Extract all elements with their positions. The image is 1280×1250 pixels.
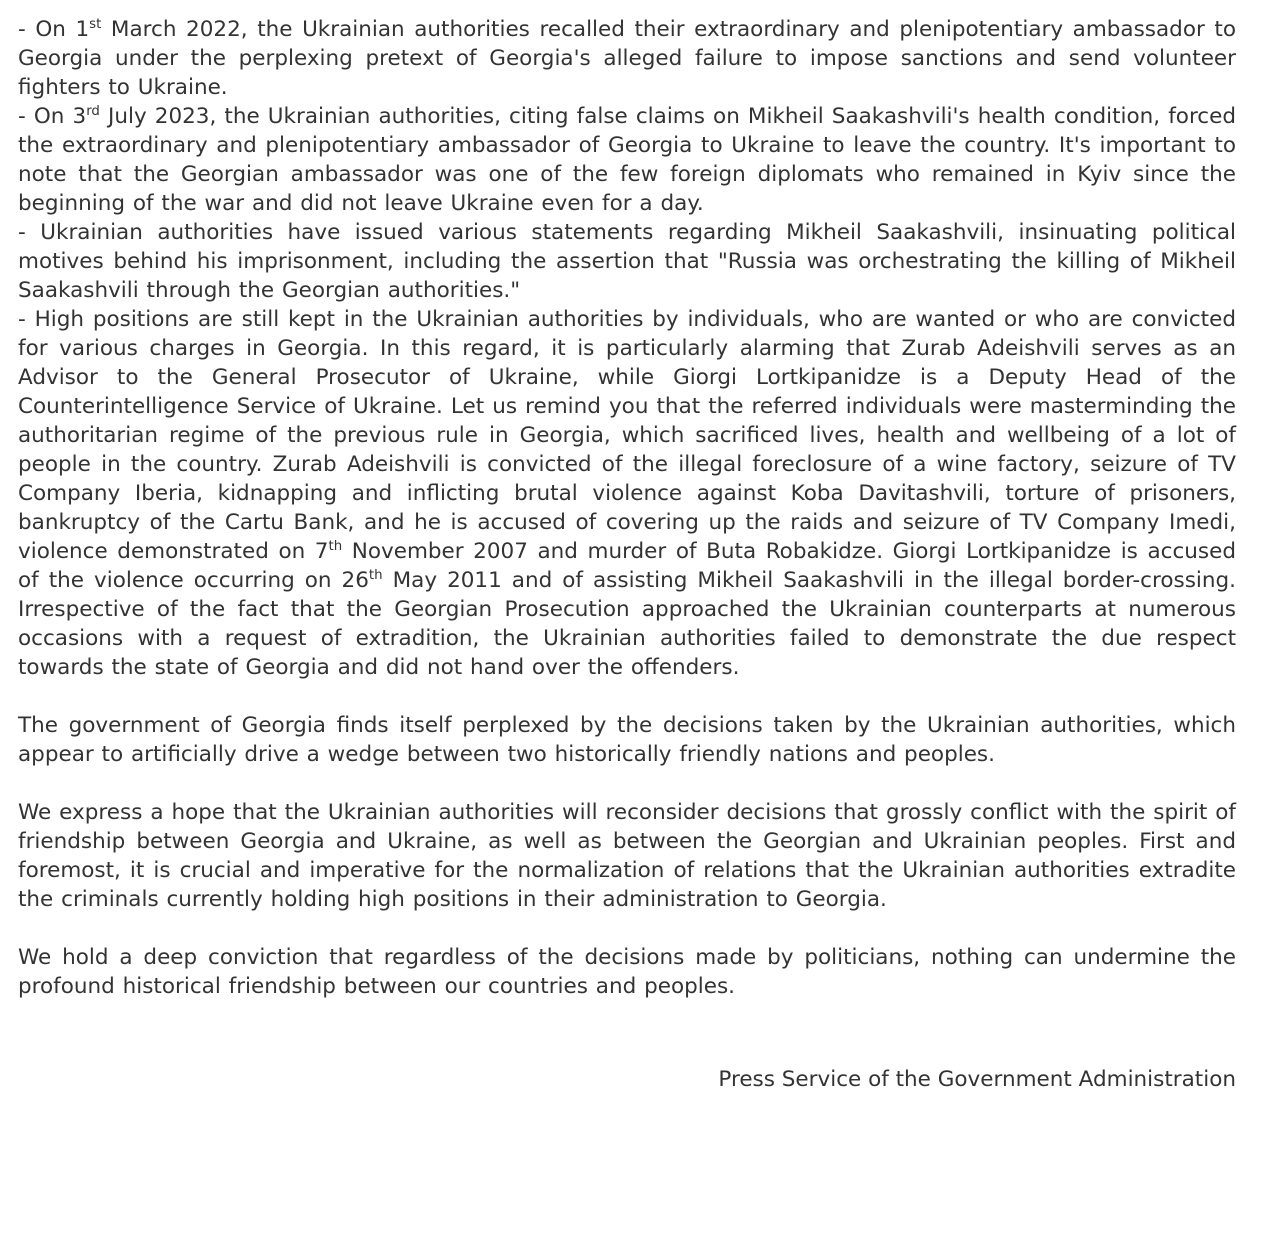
statement-item-4: - High positions are still kept in the Ukrainian authorities by individuals, who are wanted or who are convicted for various charges in Georgia. In this regard, it is particularly alarming that Zurab Adeishvili serves as an Advisor to the General Prosecutor of Ukraine, while Giorgi Lortkipanidze is a Deputy Head of the Counterintelligence Service of Ukraine. Let us remind you that the referred individuals were masterminding the authoritarian regime of the previous rule in Georgia, which sacrificed lives, health and wellbeing of a lot of people in the country. Zurab Adeishvili is convicted of the illegal foreclosure of a wine factory, seizure of TV Company Iberia, kidnapping and inflicting brutal violence against Koba Davitashvili, torture of prisoners, bankruptcy of the Cartu Bank, and he is accused of covering up the raids and seizure of TV Company Imedi, violence demonstrated on 7th November 2007 and murder of Buta Robakidze. Giorgi Lortkipanidze is accused of the violence occurring on 26th May 2011 and of assisting Mikheil Saakashvili in the illegal border-crossing. Irrespective of the fact that the Georgian Prosecution approached the Ukrainian counterparts at numerous occasions with a request of extradition, the Ukrainian authorities failed to demonstrate the due respect towards the state of Georgia and did not hand over the offenders. xyxy=(18,307,1236,680)
press-service-signature: Press Service of the Government Administration xyxy=(718,1067,1236,1092)
ordinal-superscript: rd xyxy=(86,103,100,119)
statement-item-2: - On 3rd July 2023, the Ukrainian authorities, citing false claims on Mikheil Saakashvili's health condition, forced the extraordinary and plenipotentiary ambassador of Georgia to Ukraine to leave the country. It's important to note that the Georgian ambassador was one of the few foreign diplomats who remained in Kyiv since the beginning of the war and did not leave Ukraine even for a day. xyxy=(18,103,1237,216)
ordinal-superscript: th xyxy=(368,567,383,583)
paragraph-express-hope: We express a hope that the Ukrainian authorities will reconsider decisions that grossly conflict with the spirit of friendship between Georgia and Ukraine, as well as between the Georgian and Ukrainian peoples. First and foremost, it is crucial and imperative for the normalization of relations that the Ukrainian authorities extradite the criminals currently holding high positions in their administration to Georgia. xyxy=(18,800,1236,912)
ordinal-superscript: st xyxy=(89,16,102,32)
statement-paragraphs xyxy=(18,15,1236,1001)
paragraph-deep-conviction: We hold a deep conviction that regardless of the decisions made by politicians, nothing can undermine the profound historical friendship between our countries and peoples. xyxy=(18,945,1236,999)
ordinal-superscript: th xyxy=(328,538,343,554)
statement-item-3: - Ukrainian authorities have issued various statements regarding Mikheil Saakashvili, insinuating political motives behind his imprisonment, including the assertion that "Russia was orchestrating the killing of Mikheil Saakashvili through the Georgian authorities." xyxy=(18,220,1236,303)
paragraph-government-perplexed: The government of Georgia finds itself perplexed by the decisions taken by the Ukrainian authorities, which appear to artificially drive a wedge between two historically friendly nations and peoples. xyxy=(18,713,1236,767)
statement-item-1: - On 1st March 2022, the Ukrainian authorities recalled their extraordinary and plenipotentiary ambassador to Georgia under the perplexing pretext of Georgia's alleged failure to impose sanctions and send volunteer fighters to Ukraine. xyxy=(18,16,1236,100)
